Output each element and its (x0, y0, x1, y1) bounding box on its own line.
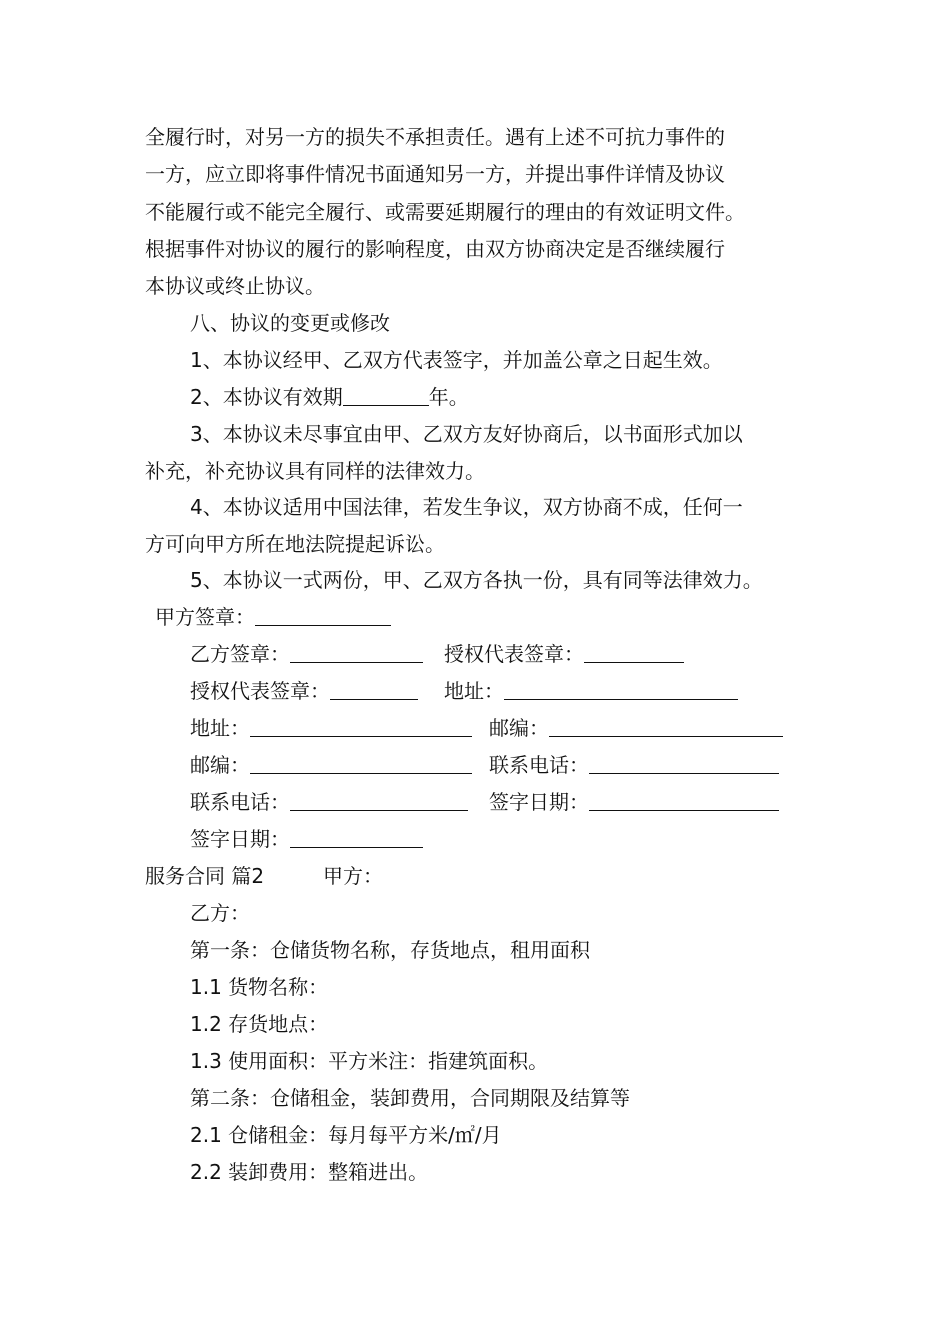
party-b-postcode (190, 752, 472, 778)
party-a-sign-date (489, 789, 779, 815)
postcode-label: 邮编： (190, 753, 250, 777)
party-a-seal (155, 604, 391, 630)
sign-date-label: 签字日期： (190, 827, 290, 851)
contract-2-title: 服务合同 篇2 (145, 864, 265, 888)
postcode-label: 邮编： (489, 716, 549, 740)
clause-4-line2: 方可向甲方所在地法院提起诉讼。 (145, 532, 445, 556)
sign-date-blank (589, 790, 779, 811)
paragraph-line: 根据事件对协议的履行的影响程度，由双方协商决定是否继续履行 (145, 237, 725, 261)
sign-date-label: 签字日期： (489, 790, 589, 814)
clause-2-suffix: 年。 (428, 385, 469, 409)
address-blank (504, 679, 738, 700)
party-a-postcode (489, 715, 783, 741)
auth-rep-seal-blank (584, 642, 684, 663)
phone-label: 联系电话： (190, 790, 290, 814)
auth-rep-seal-label: 授权代表签章： (444, 642, 584, 666)
article-2-2: 2.2 装卸费用：整箱进出。 (190, 1160, 429, 1184)
clause-2-prefix: 2、本协议有效期 (190, 385, 343, 409)
party-b-seal (190, 641, 423, 667)
paragraph-line: 本协议或终止协议。 (145, 274, 325, 298)
clause-2 (190, 384, 469, 410)
party-a-phone (489, 752, 779, 778)
clause-3-line2: 补充，补充协议具有同样的法律效力。 (145, 459, 485, 483)
contract-2-party-a: 甲方： (323, 864, 383, 888)
postcode-blank (549, 716, 783, 737)
article-1-3: 1.3 使用面积：平方米注：指建筑面积。 (190, 1049, 549, 1073)
article-1: 第一条：仓储货物名称，存货地点，租用面积 (190, 938, 590, 962)
section-heading: 八、协议的变更或修改 (190, 311, 390, 335)
article-2-1: 2.1 仓储租金：每月每平方米/㎡/月 (190, 1123, 502, 1147)
address-label: 地址： (190, 716, 250, 740)
paragraph-line: 一方，应立即将事件情况书面通知另一方，并提出事件详情及协议 (145, 162, 725, 186)
party-b-seal-blank (290, 642, 423, 663)
article-1-2: 1.2 存货地点： (190, 1012, 329, 1036)
auth-rep-seal-label: 授权代表签章： (190, 679, 330, 703)
party-a-seal-blank (255, 605, 391, 626)
party-b-auth-rep-seal (190, 678, 418, 704)
party-b-seal-label: 乙方签章： (190, 642, 290, 666)
party-b-phone (190, 789, 468, 815)
validity-blank (343, 385, 429, 406)
phone-blank (290, 790, 468, 811)
phone-label: 联系电话： (489, 753, 589, 777)
party-a-address (444, 678, 738, 704)
party-a-auth-rep-seal (444, 641, 684, 667)
address-label: 地址： (444, 679, 504, 703)
article-2: 第二条：仓储租金，装卸费用，合同期限及结算等 (190, 1086, 630, 1110)
contract-2-party-b: 乙方： (190, 901, 250, 925)
clause-1: 1、本协议经甲、乙双方代表签字，并加盖公章之日起生效。 (190, 348, 723, 372)
paragraph-line: 全履行时，对另一方的损失不承担责任。遇有上述不可抗力事件的 (145, 125, 725, 149)
paragraph-line: 不能履行或不能完全履行、或需要延期履行的理由的有效证明文件。 (145, 200, 745, 224)
clause-4-line1: 4、本协议适用中国法律，若发生争议，双方协商不成，任何一 (190, 495, 743, 519)
party-b-address (190, 715, 472, 741)
party-a-seal-label: 甲方签章： (155, 605, 255, 629)
sign-date-blank (290, 827, 423, 848)
article-1-1: 1.1 货物名称： (190, 975, 329, 999)
phone-blank (589, 753, 779, 774)
clause-3-line1: 3、本协议未尽事宜由甲、乙双方友好协商后，以书面形式加以 (190, 422, 743, 446)
postcode-blank (250, 753, 472, 774)
auth-rep-seal-blank (330, 679, 418, 700)
party-b-sign-date (190, 826, 423, 852)
address-blank (250, 716, 472, 737)
clause-5: 5、本协议一式两份，甲、乙双方各执一份，具有同等法律效力。 (190, 568, 763, 592)
